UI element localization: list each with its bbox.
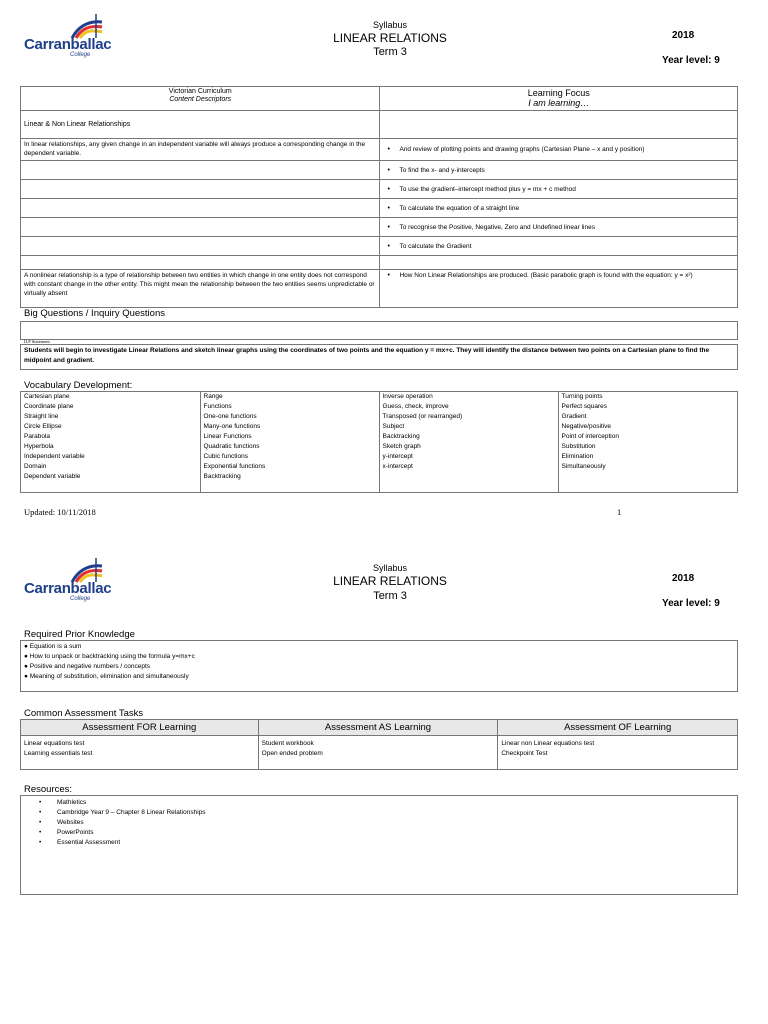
term-label: Term 3	[373, 46, 407, 58]
assessment-heading: Common Assessment Tasks	[24, 708, 144, 719]
descriptor-cell	[21, 218, 380, 237]
vocab-term: Simultaneously	[561, 463, 606, 470]
logo-text: Carranballac	[24, 580, 112, 597]
assessment-of-cell: Linear non Linear equations test Checkpoint Test	[498, 736, 738, 770]
vocab-term: y-intercept	[382, 453, 413, 460]
year-level-label: Year level: 9	[662, 55, 720, 66]
term-label: Term 3	[373, 590, 407, 602]
vocab-term: Elimination	[561, 453, 594, 460]
section-heading-cell: Linear & Non Linear Relationships	[21, 111, 380, 139]
resource-item: • PowerPoints	[21, 828, 737, 838]
syllabus-label: Syllabus	[372, 20, 408, 30]
vocab-term: Circle Ellipse	[24, 423, 62, 430]
logo-subtext: College	[70, 596, 91, 602]
focus-item: • To calculate the equation of a straight line	[380, 199, 738, 218]
vocab-term: Straight line	[24, 413, 59, 420]
big-questions-heading: Big Questions / Inquiry Questions	[24, 308, 165, 319]
prior-knowledge-box	[20, 640, 738, 692]
vocab-term: Parabola	[24, 433, 51, 440]
assessment-of-header: Assessment OF Learning	[498, 720, 738, 736]
assessment-as-cell: Student workbook Open ended problem	[258, 736, 498, 770]
descriptor-cell	[21, 180, 380, 199]
prior-item: ● How to unpack or backtracking using the formula y=mx+c	[24, 653, 195, 660]
vocabulary-box	[20, 391, 738, 493]
prior-item: ● Positive and negative numbers / concepts	[24, 663, 151, 670]
vocab-term: Domain	[24, 463, 47, 470]
vocab-column-3	[379, 392, 558, 492]
resource-item: • Mathletics	[21, 798, 737, 808]
nonlinear-descriptor-cell: A nonlinear relationship is a type of relationship between two entities in which change in one entity does not correspond with constant change in the other entity. This might mean the relationship between the two entities seems unpredictable or virtually absent	[21, 270, 380, 308]
logo-text: Carranballac	[24, 36, 112, 53]
updated-date: Updated: 10/11/2018	[24, 507, 96, 517]
vocab-term: Exponential functions	[203, 463, 266, 470]
vocab-term: Transposed (or rearranged)	[382, 413, 463, 420]
focus-item: • How Non Linear Relationships are produced. (Basic parabolic graph is found with the equation: y = x²)	[380, 270, 738, 308]
ilp-statement: Students will begin to investigate Linear Relations and sketch linear graphs using the coordinates of two points and the equation y = mx+c. They will identify the distance between two points on a Cartesian plane to find the midpoint and gradient.	[24, 347, 710, 364]
vocab-term: Turning points	[561, 393, 603, 400]
ilp-label: ILP Statement	[24, 339, 50, 344]
vocabulary-table	[21, 392, 737, 492]
assessment-as-header: Assessment AS Learning	[258, 720, 498, 736]
vocab-column-1	[21, 392, 200, 492]
vocab-term: Point of interception	[561, 433, 619, 440]
vocab-term: x-intercept	[382, 463, 413, 470]
resource-item: • Cambridge Year 9 – Chapter 8 Linear Relationships	[21, 808, 737, 818]
assessment-table	[20, 719, 738, 770]
vocab-term: Cartesian plane	[24, 393, 70, 400]
resource-item: • Essential Assessment	[21, 838, 737, 848]
big-questions-box	[20, 321, 738, 340]
vocab-term: Hyperbola	[24, 443, 54, 450]
college-logo	[24, 14, 114, 64]
vocab-term: Coordinate plane	[24, 403, 74, 410]
vocab-term: Negative/positive	[561, 423, 611, 430]
vocab-term: Sketch graph	[382, 443, 421, 450]
vocab-term: Backtracking	[382, 433, 420, 440]
focus-item: • To recognise the Positive, Negative, Zero and Undefined linear lines	[380, 218, 738, 237]
learning-focus-header: Learning Focus I am learning…	[380, 87, 738, 111]
vocab-term: Independent variable	[24, 453, 85, 460]
vocab-term: Inverse operation	[382, 393, 433, 400]
vocab-term: Many-one functions	[203, 423, 261, 430]
descriptor-cell	[21, 161, 380, 180]
vocab-column-2	[200, 392, 379, 492]
year-level-label: Year level: 9	[662, 598, 720, 609]
vocab-term: Backtracking	[203, 473, 241, 480]
focus-item: • To use the gradient–intercept method plus y = mx + c method	[380, 180, 738, 199]
college-logo	[24, 558, 114, 608]
resources-heading: Resources:	[24, 784, 73, 795]
prior-item: ● Equation is a sum	[24, 643, 82, 650]
vocab-term: Range	[203, 393, 223, 400]
vocab-term: Functions	[203, 403, 232, 410]
vocab-term: Perfect squares	[561, 403, 608, 410]
vocab-term: Linear Functions	[203, 433, 252, 440]
page-title: LINEAR RELATIONS	[333, 31, 447, 45]
vocab-column-4	[558, 392, 737, 492]
prior-item: ● Meaning of substitution, elimination and simultaneously	[24, 673, 189, 680]
year-label: 2018	[672, 30, 695, 41]
vocabulary-heading: Vocabulary Development:	[24, 380, 133, 391]
resource-item: • Websites	[21, 818, 737, 828]
page-title: LINEAR RELATIONS	[333, 574, 447, 588]
resources-box	[20, 795, 738, 895]
assessment-for-cell: Linear equations test Learning essentials test	[21, 736, 259, 770]
descriptor-cell	[21, 199, 380, 218]
descriptor-cell	[21, 237, 380, 256]
content-descriptors-header: Victorian Curriculum Content Descriptors	[21, 87, 380, 111]
vocab-term: Cubic functions	[203, 453, 248, 460]
year-label: 2018	[672, 573, 695, 584]
prior-knowledge-heading: Required Prior Knowledge	[24, 629, 135, 640]
page-number: 1	[617, 507, 622, 517]
syllabus-label: Syllabus	[372, 563, 408, 573]
focus-item: • To calculate the Gradient	[380, 237, 738, 256]
focus-item: • To find the x- and y-intercepts	[380, 161, 738, 180]
descriptor-cell: In linear relationships, any given change in an independent variable will always produce a corresponding change in the dependent variable.	[21, 139, 380, 161]
logo-subtext: College	[70, 52, 91, 58]
ilp-statement-box	[20, 344, 738, 370]
vocab-term: One-one functions	[203, 413, 257, 420]
vocab-term: Subject	[382, 423, 405, 430]
vocab-term: Substitution	[561, 443, 596, 450]
vocab-term: Dependent variable	[24, 473, 81, 480]
vocab-term: Quadratic functions	[203, 443, 260, 450]
vocab-term: Gradient	[561, 413, 587, 420]
curriculum-table	[20, 86, 738, 308]
vocab-term: Guess, check, improve	[382, 403, 449, 410]
assessment-for-header: Assessment FOR Learning	[21, 720, 259, 736]
focus-item: • And review of plotting points and drawing graphs (Cartesian Plane – x and y position)	[380, 139, 738, 161]
